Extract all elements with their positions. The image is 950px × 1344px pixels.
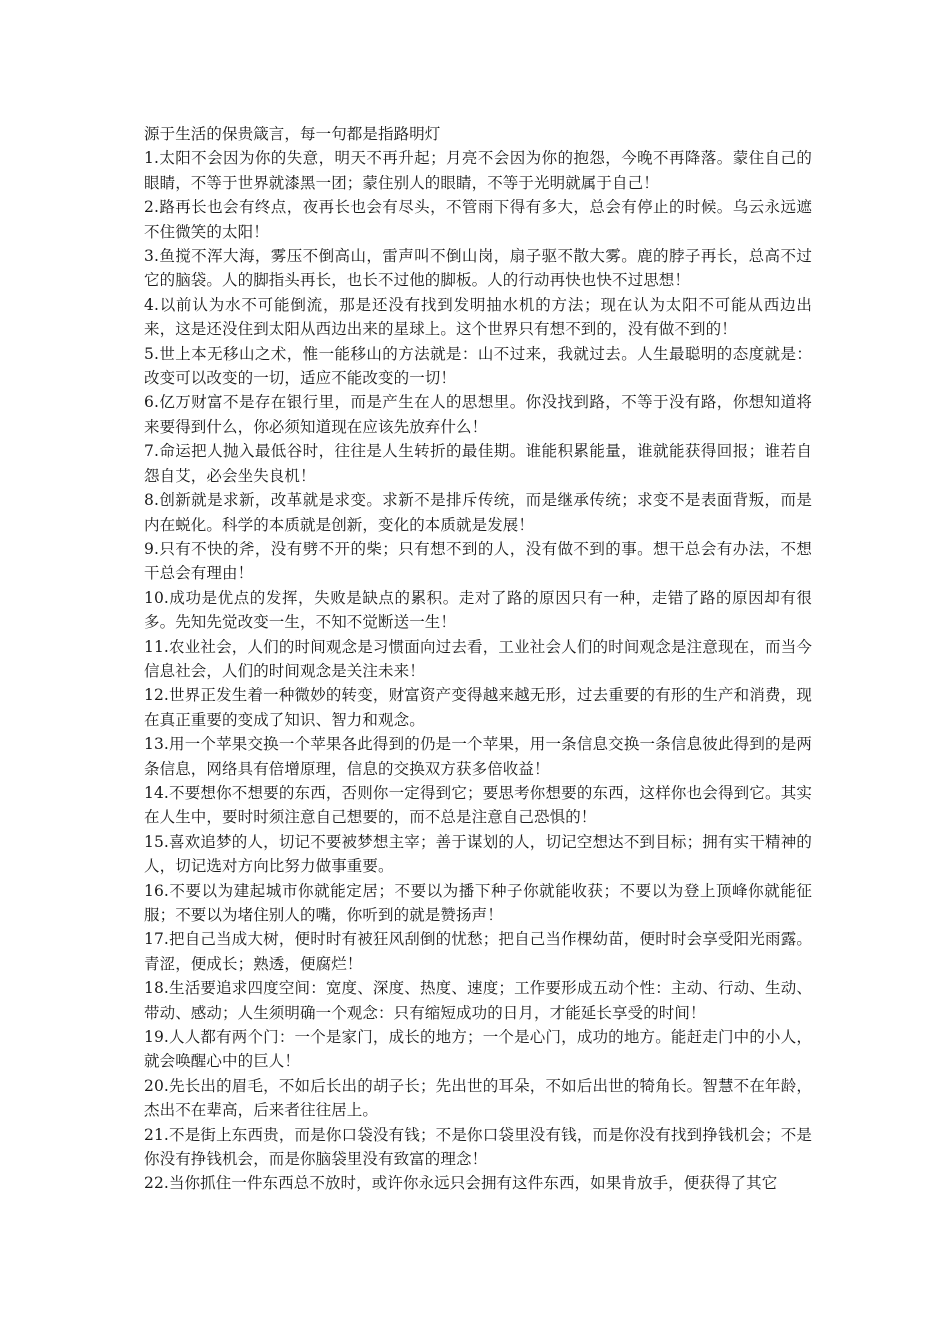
paragraph: 15.喜欢追梦的人，切记不要被梦想主宰；善于谋划的人，切记空想达不到目标；拥有实干精神的人，切记选对方向比努力做事重要。 <box>144 832 812 876</box>
paragraph: 2.路再长也会有终点，夜再长也会有尽头，不管雨下得有多大，总会有停止的时候。乌云永远遮不住微笑的太阳！ <box>144 198 812 241</box>
paragraph: 1.太阳不会因为你的失意，明天不再升起；月亮不会因为你的抱怨，今晚不再降落。蒙住自己的眼睛，不等于世界就漆黑一团；蒙住别人的眼睛，不等于光明就属于自己！ <box>144 149 812 192</box>
paragraph: 21.不是街上东西贵，而是你口袋没有钱；不是你口袋里没有钱，而是你没有找到挣钱机会；不是你没有挣钱机会，而是你脑袋里没有致富的理念！ <box>144 1125 812 1169</box>
paragraph: 13.用一个苹果交换一个苹果各此得到的仍是一个苹果，用一条信息交换一条信息彼此得到的是两条信息，网络具有倍增原理，信息的交换双方获多倍收益！ <box>144 735 812 778</box>
paragraph-list <box>144 146 812 1195</box>
paragraph: 5.世上本无移山之术，惟一能移山的方法就是：山不过来，我就过去。人生最聪明的态度就是：改变可以改变的一切，适应不能改变的一切！ <box>144 344 812 388</box>
paragraph: 16.不要以为建起城市你就能定居；不要以为播下种子你就能收获；不要以为登上顶峰你就能征服；不要以为堵住别人的嘴，你听到的就是赞扬声！ <box>144 881 812 924</box>
paragraph: 17.把自己当成大树，便时时有被狂风刮倒的忧愁；把自己当作棵幼苗，便时时会享受阳光雨露。青涩，便成长；熟透，便腐烂！ <box>144 930 812 973</box>
paragraph: 6.亿万财富不是存在银行里，而是产生在人的思想里。你没找到路，不等于没有路，你想知道将来要得到什么，你必须知道现在应该先放弃什么！ <box>144 393 812 436</box>
paragraph: 12.世界正发生着一种微妙的转变，财富资产变得越来越无形，过去重要的有形的生产和消费，现在真正重要的变成了知识、智力和观念。 <box>144 686 812 729</box>
paragraph: 20.先长出的眉毛，不如后长出的胡子长；先出世的耳朵，不如后出世的犄角长。智慧不在年龄，杰出不在辈高，后来者往往居上。 <box>144 1076 812 1120</box>
paragraph: 19.人人都有两个门：一个是家门，成长的地方；一个是心门，成功的地方。能赶走门中的小人，就会唤醒心中的巨人！ <box>144 1028 812 1071</box>
paragraph: 3.鱼搅不浑大海，雾压不倒高山，雷声叫不倒山岗，扇子驱不散大雾。鹿的脖子再长，总高不过它的脑袋。人的脚指头再长，也长不过他的脚板。人的行动再快也快不过思想！ <box>144 247 812 290</box>
document-page <box>144 122 812 1196</box>
paragraph: 22.当你抓住一件东西总不放时，或许你永远只会拥有这件东西，如果肯放手，便获得了其它 <box>144 1174 778 1193</box>
paragraph: 7.命运把人抛入最低谷时，往往是人生转折的最佳期。谁能积累能量，谁就能获得回报；谁若自怨自艾，必会坐失良机！ <box>144 442 812 485</box>
paragraph: 10.成功是优点的发挥，失败是缺点的累积。走对了路的原因只有一种，走错了路的原因却有很多。先知先觉改变一生，不知不觉断送一生！ <box>144 588 812 632</box>
paragraph: 4.以前认为水不可能倒流，那是还没有找到发明抽水机的方法；现在认为太阳不可能从西边出来，这是还没住到太阳从西边出来的星球上。这个世界只有想不到的，没有做不到的！ <box>144 295 812 339</box>
paragraph: 8.创新就是求新，改革就是求变。求新不是排斥传统，而是继承传统；求变不是表面背叛，而是内在蜕化。科学的本质就是创新，变化的本质就是发展！ <box>144 491 812 534</box>
paragraph: 18.生活要追求四度空间：宽度、深度、热度、速度；工作要形成五动个性：主动、行动、生动、带动、感动；人生须明确一个观念：只有缩短成功的日月，才能延长享受的时间！ <box>144 979 812 1022</box>
paragraph: 11.农业社会，人们的时间观念是习惯面向过去看，工业社会人们的时间观念是注意现在，而当今信息社会，人们的时间观念是关注未来！ <box>144 637 812 680</box>
paragraph: 14.不要想你不想要的东西，否则你一定得到它；要思考你想要的东西，这样你也会得到它。其实在人生中，要时时须注意自己想要的，而不总是注意自己恐惧的！ <box>144 783 812 827</box>
document-title: 源于生活的保贵箴言，每一句都是指路明灯 <box>144 125 441 143</box>
paragraph: 9.只有不快的斧，没有劈不开的柴；只有想不到的人，没有做不到的事。想干总会有办法，不想干总会有理由！ <box>144 539 812 583</box>
